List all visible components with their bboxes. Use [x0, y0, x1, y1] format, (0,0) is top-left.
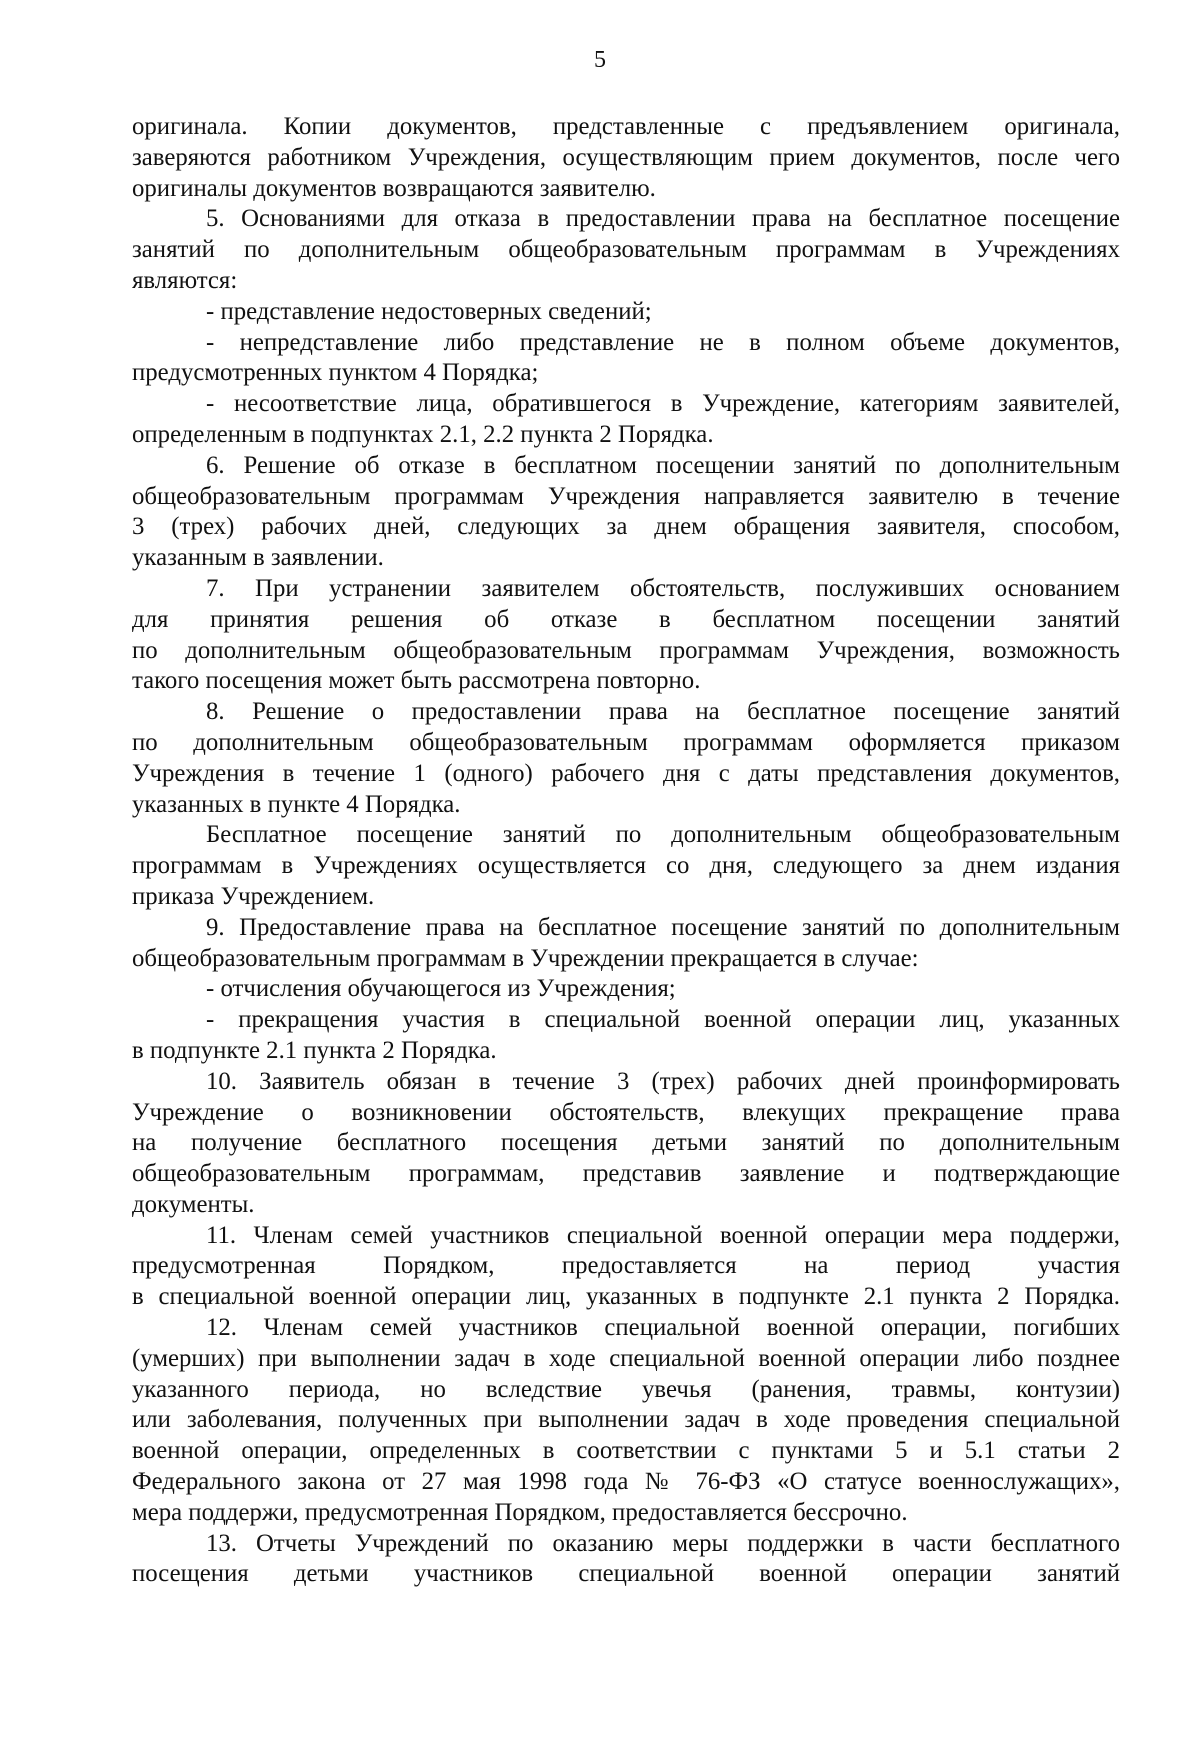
text-line: Федерального закона от 27 мая 1998 года № 76-ФЗ «О статусе военнослужащих»,: [132, 1468, 1120, 1496]
text-line: общеобразовательным программам в Учреждении прекращается в случае:: [132, 944, 919, 972]
text-line: программам в Учреждениях осуществляется со дня, следующего за днем издания: [132, 852, 1120, 880]
text-line: мера поддержи, предусмотренная Порядком, предоставляется бессрочно.: [132, 1498, 908, 1526]
text-line: занятий по дополнительным общеобразовательным программам в Учреждениях: [132, 236, 1120, 264]
text-line: 5. Основаниями для отказа в предоставлении права на бесплатное посещение: [206, 205, 1120, 233]
text-line: военной операции, определенных в соответствии с пунктами 5 и 5.1 статьи 2: [132, 1437, 1120, 1465]
text-line: Учреждения в течение 1 (одного) рабочего дня с даты представления документов,: [132, 759, 1120, 787]
text-line: 8. Решение о предоставлении права на бесплатное посещение занятий: [206, 698, 1120, 726]
text-line: указанных в пункте 4 Порядка.: [132, 790, 461, 818]
text-line: 11. Членам семей участников специальной военной операции мера поддержи,: [206, 1221, 1120, 1249]
document-body: [132, 112, 1120, 1590]
text-line: оригинала. Копии документов, представленные с предъявлением оригинала,: [132, 113, 1120, 140]
text-line: на получение бесплатного посещения детьми занятий по дополнительным: [132, 1129, 1120, 1157]
text-line: Бесплатное посещение занятий по дополнительным общеобразовательным: [206, 821, 1120, 849]
text-line: в подпункте 2.1 пункта 2 Порядка.: [132, 1036, 497, 1064]
text-line: оригиналы документов возвращаются заявителю.: [132, 174, 656, 202]
text-line: являются:: [132, 266, 238, 294]
text-line: предусмотренных пунктом 4 Порядка;: [132, 359, 539, 387]
text-line: - отчисления обучающегося из Учреждения;: [206, 975, 676, 1003]
text-line: 6. Решение об отказе в бесплатном посещении занятий по дополнительным: [206, 451, 1120, 479]
text-line: в специальной военной операции лиц, указанных в подпункте 2.1 пункта 2 Порядка.: [132, 1283, 1120, 1311]
text-line: такого посещения может быть рассмотрена повторно.: [132, 667, 701, 695]
page-number: 5: [594, 47, 606, 73]
text-line: - непредставление либо представление не в полном объеме документов,: [206, 328, 1120, 356]
text-line: 7. При устранении заявителем обстоятельств, послуживших основанием: [206, 574, 1120, 602]
text-line: 12. Членам семей участников специальной военной операции, погибших: [206, 1314, 1120, 1342]
text-line: общеобразовательным программам, представив заявление и подтверждающие: [132, 1160, 1120, 1188]
text-line: для принятия решения об отказе в бесплатном посещении занятий: [132, 605, 1120, 633]
text-line: указанным в заявлении.: [132, 544, 384, 572]
text-line: - представление недостоверных сведений;: [206, 297, 652, 325]
text-line: приказа Учреждением.: [132, 882, 375, 910]
text-line: 9. Предоставление права на бесплатное посещение занятий по дополнительным: [206, 913, 1120, 941]
text-line: по дополнительным общеобразовательным программам оформляется приказом: [132, 728, 1120, 756]
text-line: по дополнительным общеобразовательным программам Учреждения, возможность: [132, 636, 1120, 664]
text-line: (умерших) при выполнении задач в ходе специальной военной операции либо позднее: [132, 1344, 1120, 1372]
text-line: - несоответствие лица, обратившегося в Учреждение, категориям заявителей,: [206, 390, 1120, 418]
text-line: 10. Заявитель обязан в течение 3 (трех) рабочих дней проинформировать: [206, 1067, 1120, 1095]
text-line: посещения детьми участников специальной военной операции занятий: [132, 1560, 1120, 1588]
text-line: определенным в подпунктах 2.1, 2.2 пункта 2 Порядка.: [132, 420, 714, 448]
text-line: указанного периода, но вследствие увечья (ранения, травмы, контузии): [132, 1375, 1120, 1403]
text-line: документы.: [132, 1190, 255, 1218]
text-line: заверяются работником Учреждения, осуществляющим прием документов, после чего: [132, 143, 1120, 171]
text-line: общеобразовательным программам Учреждения направляется заявителю в течение: [132, 482, 1120, 510]
text-line: или заболевания, полученных при выполнении задач в ходе проведения специальной: [132, 1406, 1120, 1434]
text-line: Учреждение о возникновении обстоятельств, влекущих прекращение права: [132, 1098, 1120, 1126]
text-line: 13. Отчеты Учреждений по оказанию меры поддержки в части бесплатного: [206, 1529, 1120, 1557]
text-line: 3 (трех) рабочих дней, следующих за днем обращения заявителя, способом,: [132, 513, 1120, 541]
text-line: - прекращения участия в специальной военной операции лиц, указанных: [206, 1006, 1120, 1034]
text-line: предусмотренная Порядком, предоставляется на период участия: [132, 1252, 1120, 1280]
